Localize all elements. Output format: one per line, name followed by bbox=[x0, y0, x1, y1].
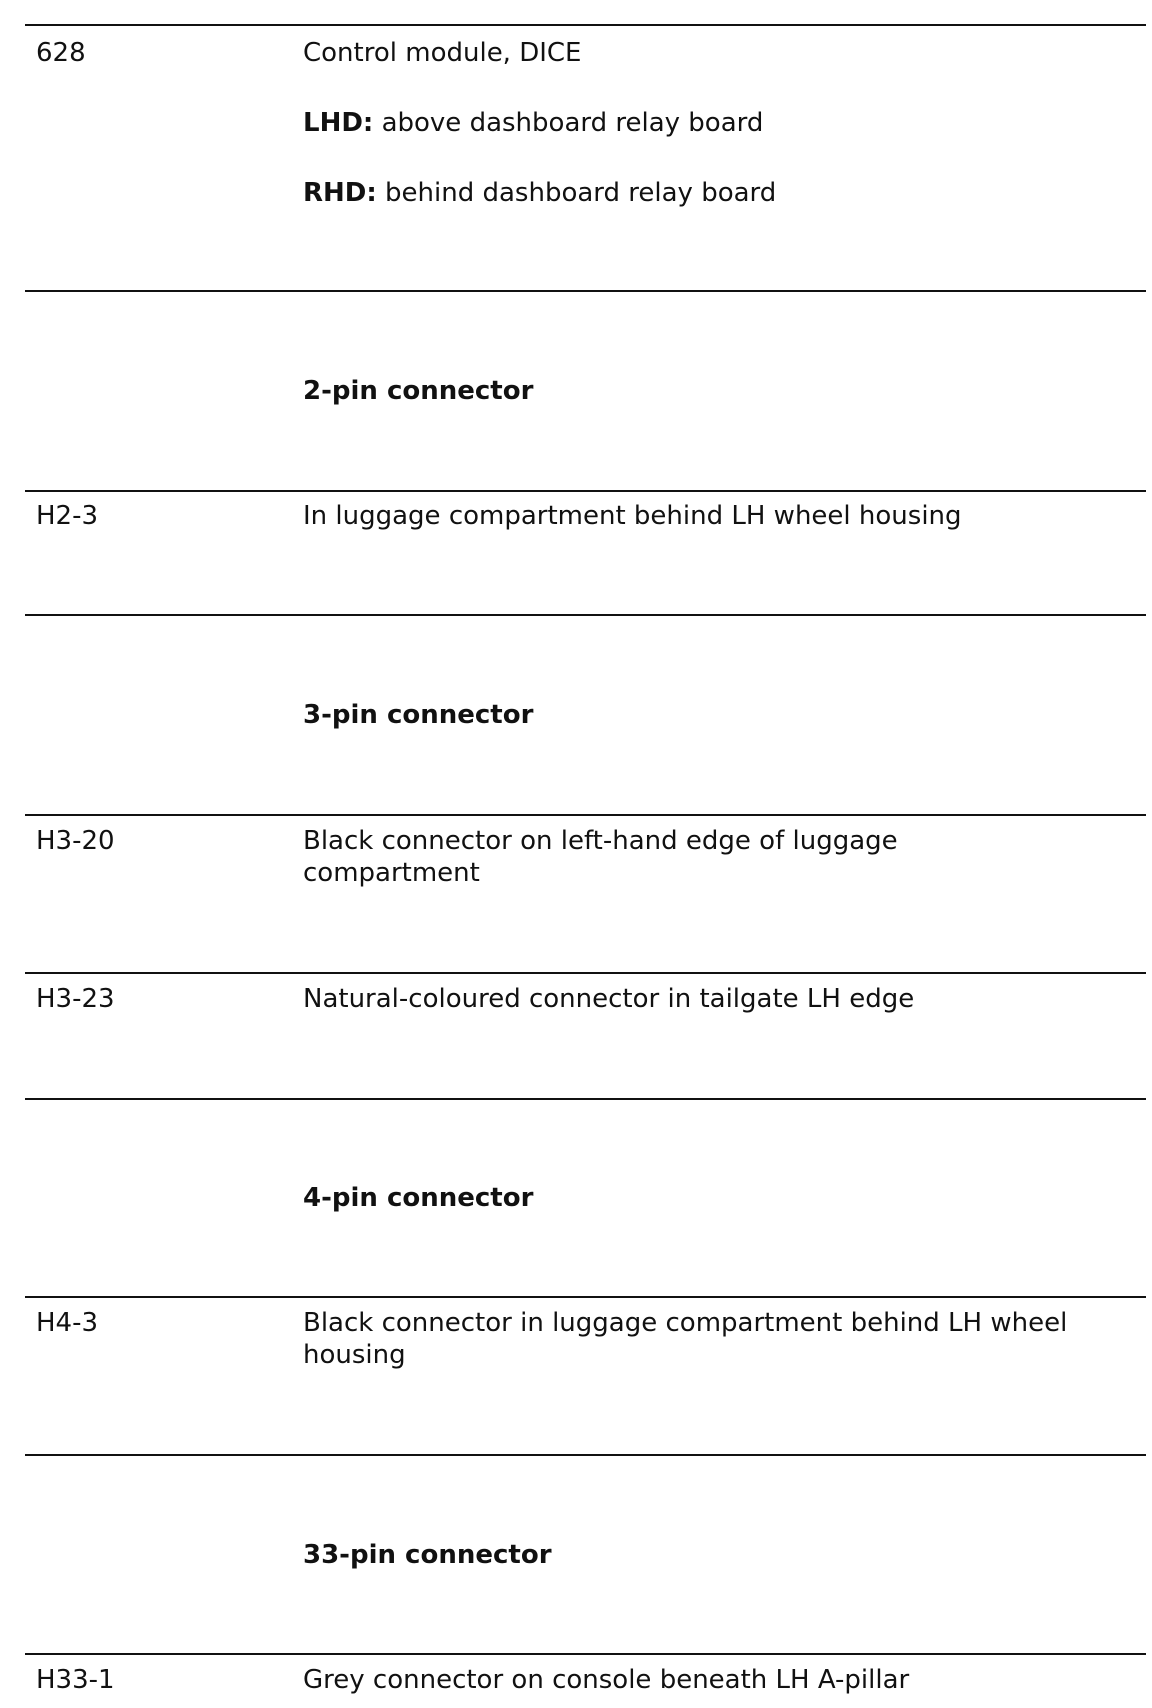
divider bbox=[25, 1454, 1146, 1456]
section-heading-33-pin: 33-pin connector bbox=[303, 1540, 552, 1570]
divider bbox=[25, 814, 1146, 816]
entry-desc-h2-3: In luggage compartment behind LH wheel housing bbox=[303, 501, 962, 531]
entry-lhd-location bbox=[303, 107, 763, 139]
section-heading-4-pin: 4-pin connector bbox=[303, 1183, 534, 1213]
divider bbox=[25, 614, 1146, 616]
section-heading-3-pin: 3-pin connector bbox=[303, 700, 534, 730]
divider bbox=[25, 1653, 1146, 1655]
divider bbox=[25, 972, 1146, 974]
entry-code-h3-23: H3-23 bbox=[36, 984, 115, 1014]
entry-desc-h3-23: Natural-coloured connector in tailgate LH edge bbox=[303, 984, 915, 1014]
lhd-label: LHD: bbox=[303, 108, 374, 138]
entry-code-h33-1: H33-1 bbox=[36, 1665, 115, 1695]
entry-code-h3-20: H3-20 bbox=[36, 826, 115, 856]
divider bbox=[25, 290, 1146, 292]
entry-desc-h33-1: Grey connector on console beneath LH A-pillar bbox=[303, 1665, 910, 1695]
divider bbox=[25, 1098, 1146, 1100]
entry-desc-h4-3: Black connector in luggage compartment behind LH wheel housing bbox=[303, 1308, 1068, 1370]
rhd-label: RHD: bbox=[303, 178, 377, 208]
section-heading-2-pin: 2-pin connector bbox=[303, 376, 534, 406]
lhd-text: above dashboard relay board bbox=[373, 108, 764, 138]
entry-desc-h3-20: Black connector on left-hand edge of luggage compartment bbox=[303, 826, 898, 888]
entry-title-628: Control module, DICE bbox=[303, 38, 582, 68]
entry-code-h4-3: H4-3 bbox=[36, 1308, 99, 1338]
divider-top bbox=[25, 24, 1146, 26]
entry-code-h2-3: H2-3 bbox=[36, 501, 99, 531]
entry-rhd-location bbox=[303, 177, 776, 209]
entry-code-628: 628 bbox=[36, 38, 86, 68]
divider bbox=[25, 1296, 1146, 1298]
divider bbox=[25, 490, 1146, 492]
rhd-text: behind dashboard relay board bbox=[376, 178, 777, 208]
